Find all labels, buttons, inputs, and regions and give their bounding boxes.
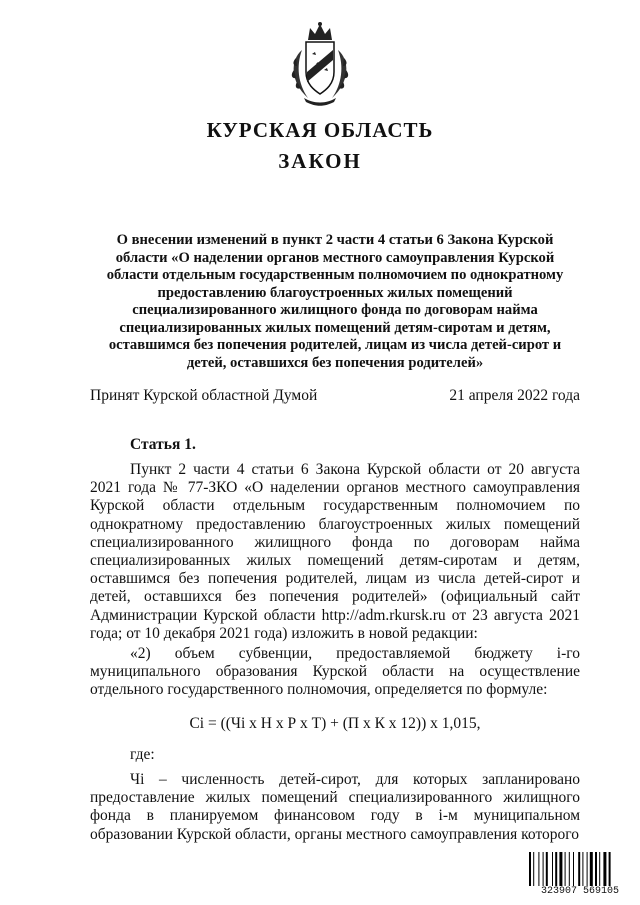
paragraph-1: Пункт 2 части 4 статьи 6 Закона Курской области от 20 августа 2021 года № 77-ЗКО «О наделении органов местного самоуправления Курской области отдельным государственным полномочием по однократному предоставлению благоустроенных жилых помещений специализированного жилищного фонда по договорам найма специализированных жилых помещений детям-сиротам и детям, оставшимся без попечения родителей, лицам из числа детей-сирот и детей, оставшихся без попечения родителей» (официальный сайт Администрации Курской области http://adm.rkursk.ru от 23 августа 2021 года; от 10 декабря 2021 года) изложить в новой редакции: (90, 461, 580, 642)
coat-of-arms-emblem (284, 20, 356, 106)
accepted-by: Принят Курской областной Думой (90, 387, 318, 404)
barcode-number: 323907 569105 (528, 886, 632, 898)
accepted-date: 21 апреля 2022 года (449, 387, 580, 404)
paragraph-3: Чi – численность детей-сирот, для которых запланировано предоставление жилых помещений специализированного жилищного фонда в планируемом финансовом году в i-м муниципальном образовании Курской области, органы местного самоуправления которого (90, 771, 580, 843)
document-type-heading: ЗАКОН (278, 149, 362, 173)
law-title: О внесении изменений в пункт 2 части 4 статьи 6 Закона Курской области «О наделении органов местного самоуправления Курской области отдельным государственным полномочием по однократному предоставлению благоустроенных жилых помещений специализированного жилищного фонда по договорам найма специализированных жилых помещений детям-сиротам и детям, оставшимся без попечения родителей, лицам из числа детей-сирот и детей, оставшихся без попечения родителей» (106, 232, 564, 371)
region-heading: КУРСКАЯ ОБЛАСТЬ (206, 118, 434, 142)
subsidy-formula: Сi = ((Чi x Н x Р x Т) + (П x К x 12)) x 1,015, (189, 715, 481, 732)
acceptance-line (90, 386, 580, 406)
where-label: где: (130, 746, 155, 763)
paragraph-2: «2) объем субвенции, предоставляемой бюджету i-го муниципального образования Курской области на осуществление отдельного государственного полномочия, определяется по формуле: (90, 645, 580, 699)
article-heading: Статья 1. (130, 436, 196, 453)
